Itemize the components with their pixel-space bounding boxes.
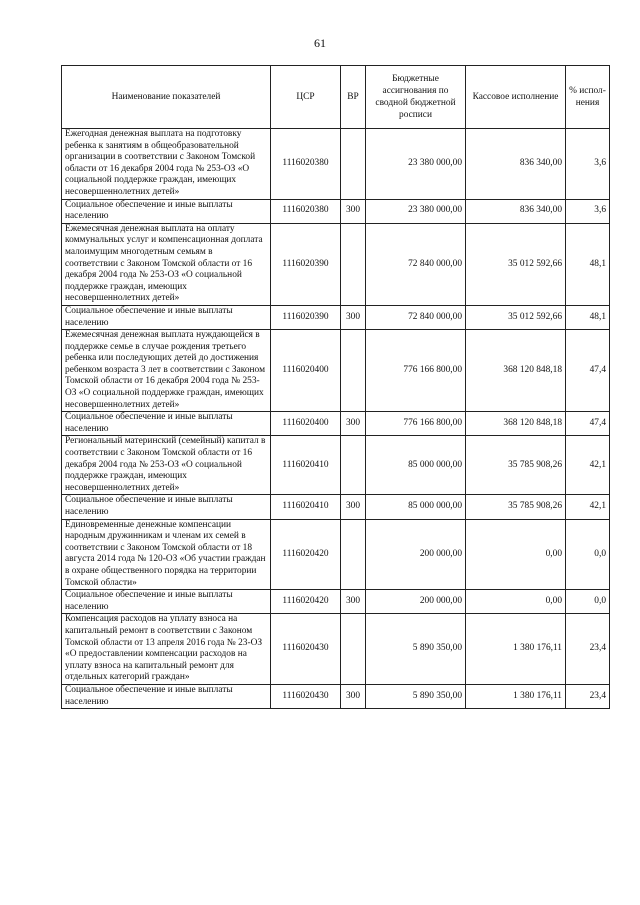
row-budget-cell: 85 000 000,00 — [366, 495, 466, 519]
row-csr-cell: 1116020380 — [271, 129, 341, 200]
row-vr-cell: 300 — [341, 495, 366, 519]
row-vr-cell — [341, 436, 366, 495]
row-budget-cell: 776 166 800,00 — [366, 330, 466, 412]
row-vr-cell — [341, 330, 366, 412]
table-row — [62, 519, 610, 590]
row-vr-cell: 300 — [341, 305, 366, 329]
row-cash-cell: 35 012 592,66 — [466, 305, 566, 329]
row-cash-cell: 368 120 848,18 — [466, 330, 566, 412]
row-cash-cell: 0,00 — [466, 519, 566, 590]
row-name-cell: Социальное обеспечение и иные выплаты населению — [62, 305, 271, 329]
row-name-cell: Единовременные денежные компенсации народным дружинникам и членам их семей в соответствии с Законом Томской области от 18 августа 2014 года № 120-ОЗ «Об участии граждан в охране общественного порядка на территории Томской области» — [62, 519, 271, 590]
row-pct-cell: 48,1 — [566, 223, 610, 305]
row-csr-cell: 1116020420 — [271, 590, 341, 614]
row-cash-cell: 836 340,00 — [466, 129, 566, 200]
row-pct-cell: 47,4 — [566, 330, 610, 412]
row-vr-cell — [341, 129, 366, 200]
row-pct-cell: 47,4 — [566, 412, 610, 436]
row-csr-cell: 1116020390 — [271, 223, 341, 305]
table-row — [62, 495, 610, 519]
row-name-cell: Ежегодная денежная выплата на подготовку ребенка к занятиям в общеобразовательной организации в соответствии с Законом Томской области от 16 декабря 2004 года № 253-ОЗ «О социальной поддержке граждан, имеющих несовершеннолетних детей» — [62, 129, 271, 200]
row-pct-cell: 48,1 — [566, 305, 610, 329]
row-budget-cell: 23 380 000,00 — [366, 129, 466, 200]
row-vr-cell: 300 — [341, 412, 366, 436]
table-row — [62, 436, 610, 495]
row-pct-cell: 0,0 — [566, 590, 610, 614]
row-pct-cell: 42,1 — [566, 495, 610, 519]
row-name-cell: Социальное обеспечение и иные выплаты населению — [62, 495, 271, 519]
row-cash-cell: 35 785 908,26 — [466, 495, 566, 519]
row-csr-cell: 1116020410 — [271, 495, 341, 519]
row-vr-cell: 300 — [341, 590, 366, 614]
row-cash-cell: 35 785 908,26 — [466, 436, 566, 495]
row-name-cell: Региональный материнский (семейный) капитал в соответствии с Законом Томской области от 16 декабря 2004 года № 253-ОЗ «О социальной поддержке граждан, имеющих несовершеннолетних детей» — [62, 436, 271, 495]
row-pct-cell: 3,6 — [566, 199, 610, 223]
row-csr-cell: 1116020420 — [271, 519, 341, 590]
header-cash: Кассовое исполнение — [466, 66, 566, 129]
row-name-cell: Ежемесячная денежная выплата нуждающейся в поддержке семье в случае рождения третьего ребенка или последующих детей до достижения ребенком возраста 3 лет в соответствии с Законом Томской области от 16 декабря 2004 года № 253-ОЗ «О социальной поддержке граждан, имеющих несовершеннолетних детей» — [62, 330, 271, 412]
row-budget-cell: 200 000,00 — [366, 519, 466, 590]
table-header-row — [62, 66, 610, 129]
row-name-cell: Социальное обеспечение и иные выплаты населению — [62, 412, 271, 436]
table-row — [62, 590, 610, 614]
row-name-cell: Социальное обеспечение и иные выплаты населению — [62, 590, 271, 614]
row-budget-cell: 72 840 000,00 — [366, 223, 466, 305]
row-name-cell: Социальное обеспечение и иные выплаты населению — [62, 684, 271, 708]
row-cash-cell: 1 380 176,11 — [466, 684, 566, 708]
row-pct-cell: 23,4 — [566, 684, 610, 708]
row-budget-cell: 85 000 000,00 — [366, 436, 466, 495]
row-pct-cell: 0,0 — [566, 519, 610, 590]
header-csr: ЦСР — [271, 66, 341, 129]
row-budget-cell: 776 166 800,00 — [366, 412, 466, 436]
row-name-cell: Социальное обеспечение и иные выплаты населению — [62, 199, 271, 223]
row-budget-cell: 23 380 000,00 — [366, 199, 466, 223]
header-name: Наименование показателей — [62, 66, 271, 129]
row-cash-cell: 368 120 848,18 — [466, 412, 566, 436]
table-row — [62, 129, 610, 200]
row-vr-cell — [341, 519, 366, 590]
header-pct: % испол-нения — [566, 66, 610, 129]
row-cash-cell: 836 340,00 — [466, 199, 566, 223]
table-row — [62, 223, 610, 305]
row-cash-cell: 35 012 592,66 — [466, 223, 566, 305]
row-csr-cell: 1116020380 — [271, 199, 341, 223]
row-pct-cell: 3,6 — [566, 129, 610, 200]
row-name-cell: Ежемесячная денежная выплата на оплату коммунальных услуг и компенсационная доплата малоимущим многодетным семьям в соответствии с Законом Томской области от 16 декабря 2004 года № 253-ОЗ «О социальной поддержке граждан, имеющих несовершеннолетних детей» — [62, 223, 271, 305]
table-row — [62, 684, 610, 708]
row-pct-cell: 42,1 — [566, 436, 610, 495]
table-row — [62, 305, 610, 329]
table-row — [62, 330, 610, 412]
row-cash-cell: 1 380 176,11 — [466, 614, 566, 685]
table-row — [62, 412, 610, 436]
page-number: 61 — [314, 36, 326, 50]
header-budget: Бюджетные ассигнования по сводной бюджетной росписи — [366, 66, 466, 129]
row-budget-cell: 72 840 000,00 — [366, 305, 466, 329]
row-csr-cell: 1116020430 — [271, 614, 341, 685]
row-vr-cell — [341, 223, 366, 305]
row-csr-cell: 1116020430 — [271, 684, 341, 708]
table-row — [62, 199, 610, 223]
row-vr-cell — [341, 614, 366, 685]
table-row — [62, 614, 610, 685]
row-csr-cell: 1116020400 — [271, 412, 341, 436]
row-cash-cell: 0,00 — [466, 590, 566, 614]
row-budget-cell: 5 890 350,00 — [366, 684, 466, 708]
row-vr-cell: 300 — [341, 684, 366, 708]
row-pct-cell: 23,4 — [566, 614, 610, 685]
row-budget-cell: 200 000,00 — [366, 590, 466, 614]
header-vr: ВР — [341, 66, 366, 129]
row-vr-cell: 300 — [341, 199, 366, 223]
row-csr-cell: 1116020410 — [271, 436, 341, 495]
budget-execution-table — [61, 65, 610, 709]
row-csr-cell: 1116020390 — [271, 305, 341, 329]
row-csr-cell: 1116020400 — [271, 330, 341, 412]
row-name-cell: Компенсация расходов на уплату взноса на капитальный ремонт в соответствии с Законом Томской области от 13 апреля 2016 года № 23-ОЗ «О предоставлении компенсации расходов на уплату взноса на капитальный ремонт для отдельных категорий граждан» — [62, 614, 271, 685]
row-budget-cell: 5 890 350,00 — [366, 614, 466, 685]
